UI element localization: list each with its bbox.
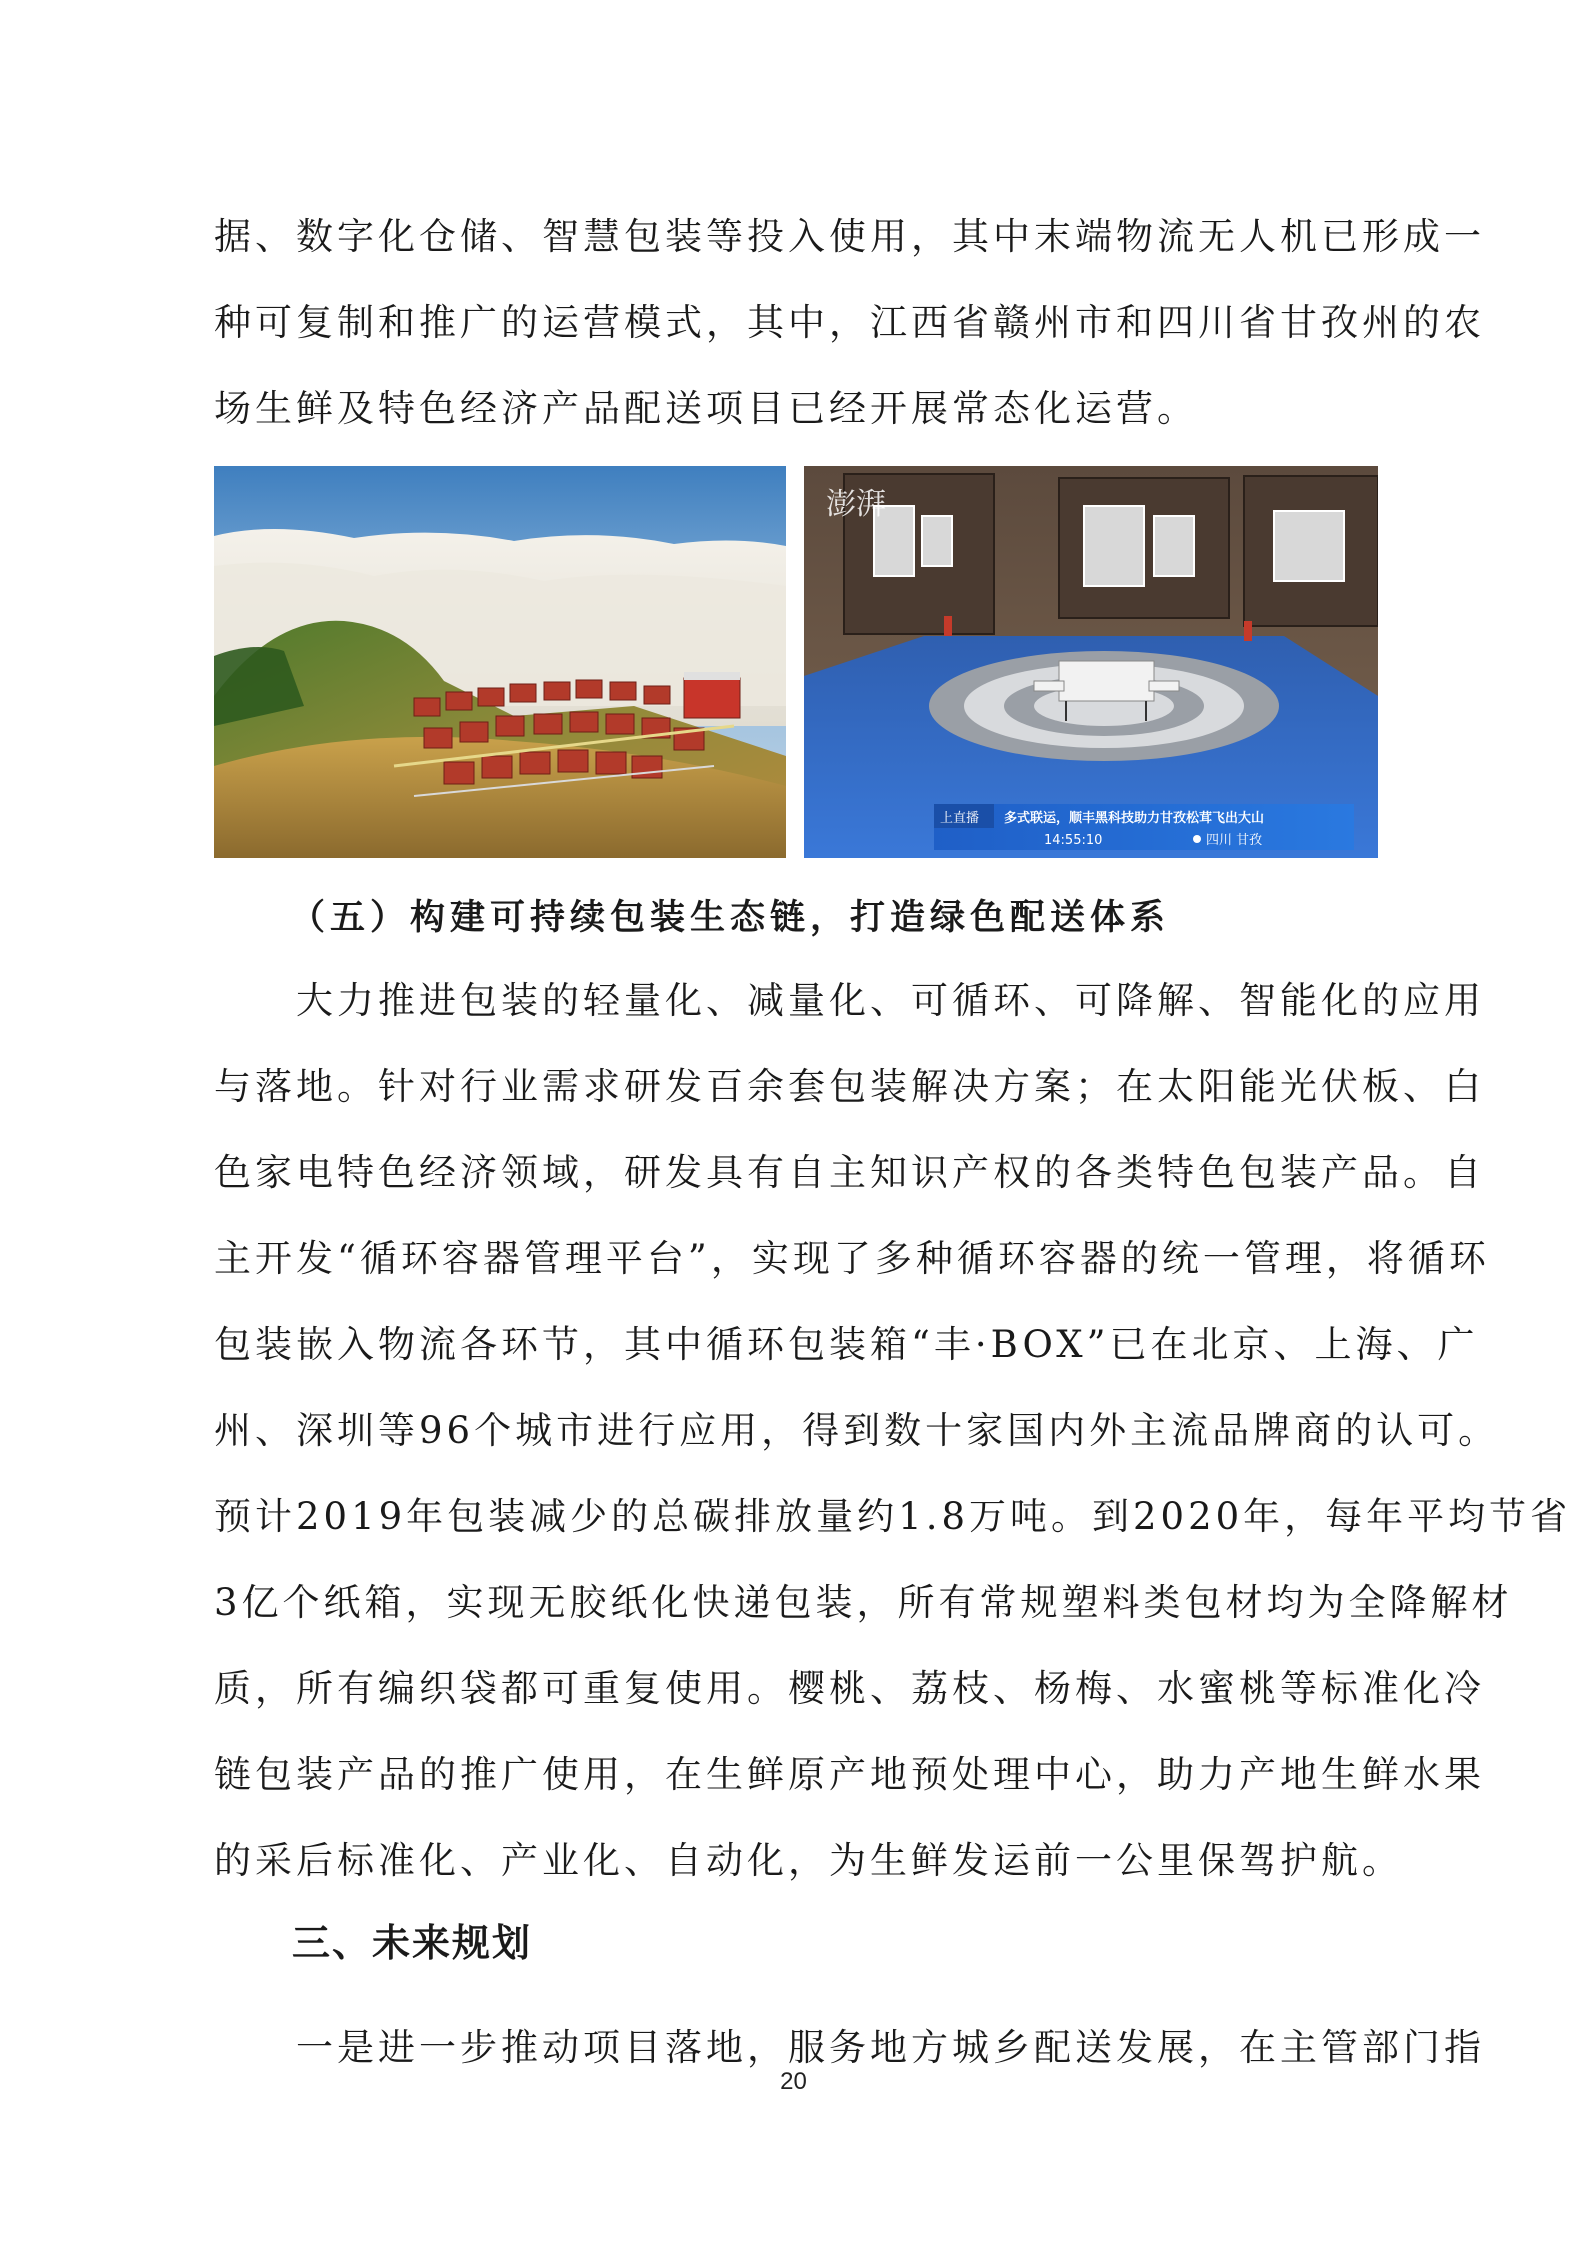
paragraph-green-packaging	[214, 958, 1572, 1904]
text-line: 包装嵌入物流各环节，其中循环包装箱“丰·BOX”已在北京、上海、广	[214, 1323, 1479, 1366]
text-line: 的采后标准化、产业化、自动化，为生鲜发运前一公里保驾护航。	[214, 1839, 1403, 1882]
text-line: 与落地。针对行业需求研发百余套包装解决方案；在太阳能光伏板、白	[214, 1065, 1485, 1108]
page-number: 20	[780, 2068, 807, 2095]
caption-time: 14:55:10	[1044, 833, 1103, 848]
text-line: 种可复制和推广的运营模式，其中，江西省赣州市和四川省甘孜州的农	[214, 301, 1485, 344]
text-line: 据、数字化仓储、智慧包装等投入使用，其中末端物流无人机已形成一	[214, 215, 1485, 258]
mountain-container-village-photo	[214, 466, 786, 858]
text-line: 场生鲜及特色经济产品配送项目已经开展常态化运营。	[214, 387, 1198, 430]
photo-figures	[214, 466, 1378, 858]
text-line: 预计2019年包装减少的总碳排放量约1.8万吨。到2020年，每年平均节省	[214, 1495, 1572, 1538]
text-line: 州、深圳等96个城市进行应用，得到数十家国内外主流品牌商的认可。	[214, 1409, 1500, 1452]
text-line: 质，所有编织袋都可重复使用。樱桃、荔枝、杨梅、水蜜桃等标准化冷	[214, 1667, 1485, 1710]
text-line: 主开发“循环容器管理平台”，实现了多种循环容器的统一管理，将循环	[214, 1237, 1490, 1280]
caption-tag: 上直播	[940, 811, 980, 826]
section-heading: （五）构建可持续包装生态链，打造绿色配送体系	[290, 898, 1171, 938]
chapter-heading: 三、未来规划	[292, 1921, 533, 1965]
text-line: 3亿个纸箱，实现无胶纸化快递包装，所有常规塑料类包材均为全降解材	[214, 1581, 1513, 1624]
caption-location: 四川 甘孜	[1206, 833, 1263, 848]
drone-landing-pad-photo	[804, 466, 1378, 858]
paragraph-drone-operations	[214, 194, 1485, 452]
location-pin-icon	[1193, 835, 1201, 843]
text-line: 色家电特色经济领域，研发具有自主知识产权的各类特色包装产品。自	[214, 1151, 1485, 1194]
text-line: 链包装产品的推广使用，在生鲜原产地预处理中心，助力产地生鲜水果	[214, 1753, 1485, 1796]
caption-headline: 多式联运，顺丰黑科技助力甘孜松茸飞出大山	[1004, 811, 1265, 826]
text-line: 大力推进包装的轻量化、减量化、可循环、可降解、智能化的应用	[214, 979, 1485, 1022]
text-line: 一是进一步推动项目落地，服务地方城乡配送发展，在主管部门指	[214, 2026, 1485, 2069]
watermark-text: 澎湃	[826, 487, 886, 522]
